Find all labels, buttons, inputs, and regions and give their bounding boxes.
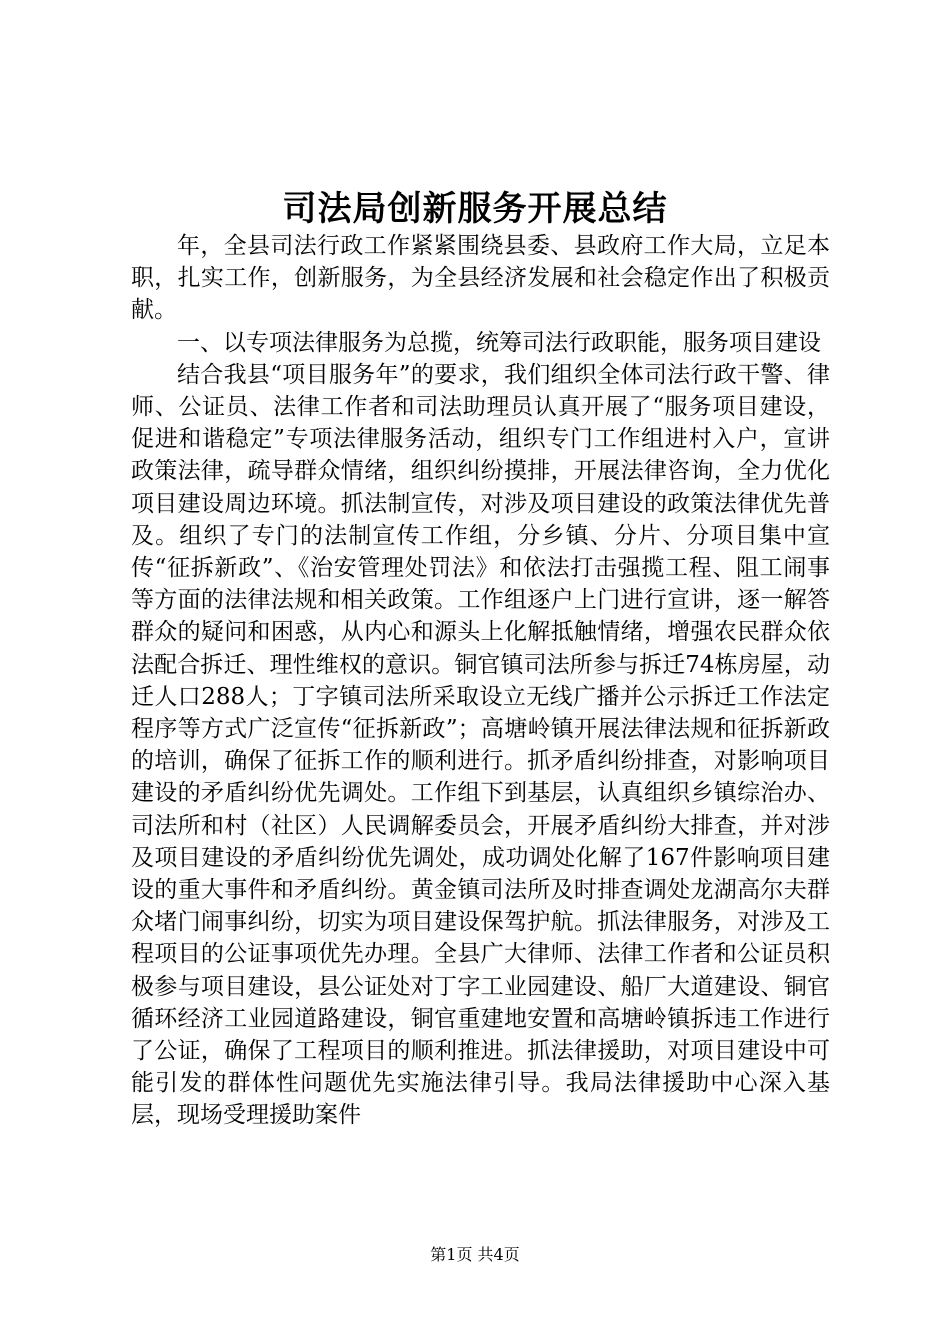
document-title: 司法局创新服务开展总结: [282, 189, 668, 229]
document-body: [131, 230, 830, 1132]
body-paragraph-intro: 年，全县司法行政工作紧紧围绕县委、县政府工作大局，立足本职，扎实工作，创新服务，为全县经济发展和社会稳定作出了积极贡献。: [131, 233, 830, 324]
section-heading-1: 一、以专项法律服务为总揽，统筹司法行政职能，服务项目建设: [177, 329, 821, 356]
page-footer: 第1页 共4页: [430, 1245, 520, 1264]
body-paragraph-1: 结合我县“项目服务年”的要求，我们组织全体司法行政干警、律师、公证员、法律工作者和司法助理员认真开展了“服务项目建设，促进和谐稳定”专项法律服务活动，组织专门工作组进村入户，宣讲政策法律，疏导群众情绪，组织纠纷摸排，开展法律咨询，全力优化项目建设周边环境。抓法制宣传，对涉及项目建设的政策法律优先普及。组织了专门的法制宣传工作组，分乡镇、分片、分项目集中宣传“征拆新政”、《治安管理处罚法》和依法打击强揽工程、阻工闹事等方面的法律法规和相关政策。工作组逐户上门进行宣讲，逐一解答群众的疑问和困惑，从内心和源头上化解抵触情绪，增强农民群众依法配合拆迁、理性维权的意识。铜官镇司法所参与拆迁74栋房屋，动迁人口288人；丁字镇司法所采取设立无线广播并公示拆迁工作法定程序等方式广泛宣传“征拆新政”；高塘岭镇开展法律法规和征拆新政的培训，确保了征拆工作的顺利进行。抓矛盾纠纷排查，对影响项目建设的矛盾纠纷优先调处。工作组下到基层，认真组织乡镇综治办、司法所和村（社区）人民调解委员会，开展矛盾纠纷大排查，并对涉及项目建设的矛盾纠纷优先调处，成功调处化解了167件影响项目建设的重大事件和矛盾纠纷。黄金镇司法所及时排查调处龙湖高尔夫群众堵门闹事纠纷，切实为项目建设保驾护航。抓法律服务，对涉及工程项目的公证事项优先办理。全县广大律师、法律工作者和公证员积极参与项目建设，县公证处对丁字工业园建设、船厂大道建设、铜官循环经济工业园道路建设，铜官重建地安置和高塘岭镇拆违工作进行了公证，确保了工程项目的顺利推进。抓法律援助，对项目建设中可能引发的群体性问题优先实施法律引导。我局法律援助中心深入基层，现场受理援助案件: [131, 361, 830, 1129]
